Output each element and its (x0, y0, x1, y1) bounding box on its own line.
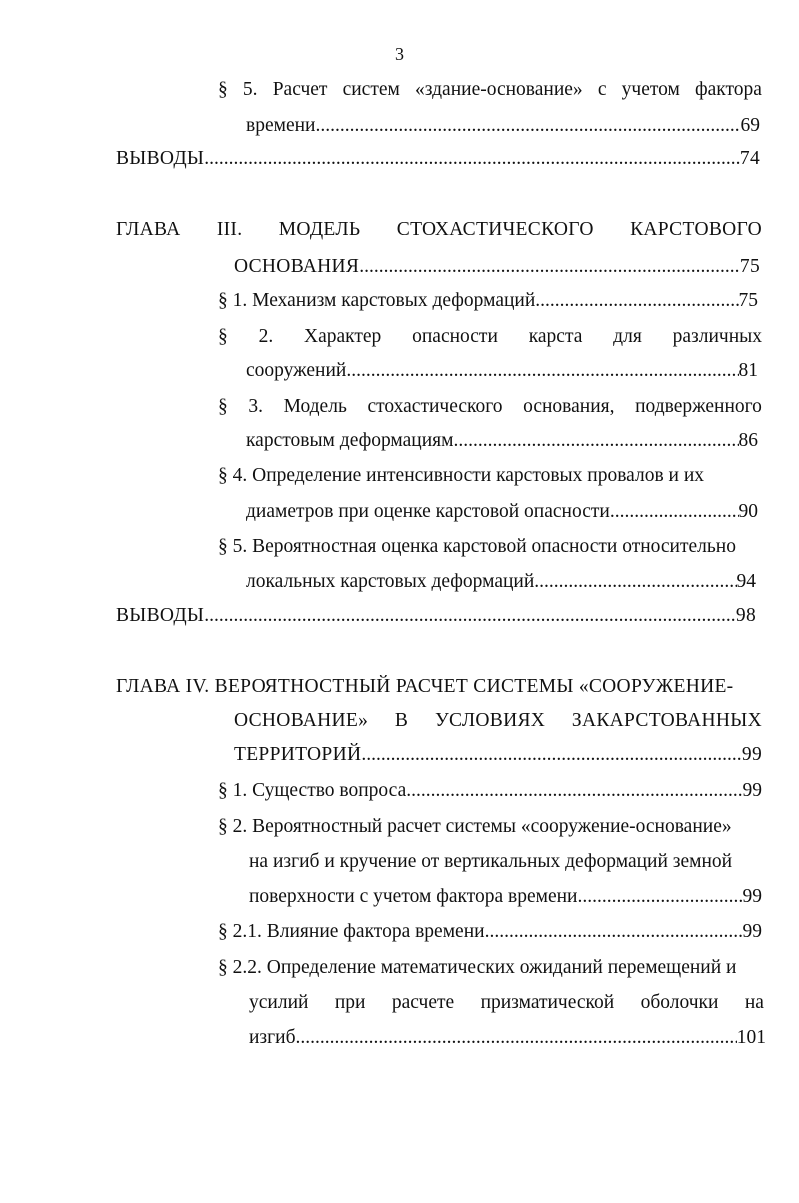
toc-entry-line: диаметров при оценке карстовой опасности ..... 90 (246, 500, 758, 524)
page-ref: 69 (740, 115, 760, 136)
page-ref: 101 (736, 1027, 766, 1048)
toc-entry-line: ОСНОВАНИЕ» В УСЛОВИЯХ ЗАКАРСТОВАННЫХ (234, 710, 762, 731)
toc-entry: § 1. Механизм карстовых деформаций ..... 75 (218, 289, 758, 313)
toc-entry-line: времени ..... 69 (246, 114, 760, 138)
toc-chapter-heading: ГЛАВА III. МОДЕЛЬ СТОХАСТИЧЕСКОГО КАРСТОВОГО (116, 219, 762, 240)
page-ref: 75 (739, 256, 760, 277)
toc-entry-line: поверхности с учетом фактора времени ..... 99 (249, 885, 762, 909)
page-ref: 99 (741, 744, 762, 765)
toc-entry-line: карстовым деформациям ..... 86 (246, 429, 758, 453)
toc-entry-line: § 2. Характер опасности карста для различных (218, 326, 762, 347)
page-number: 3 (395, 44, 404, 64)
page-ref: 74 (739, 148, 760, 169)
toc-chapter-heading: ГЛАВА IV. ВЕРОЯТНОСТНЫЙ РАСЧЕТ СИСТЕМЫ «СООРУЖЕНИЕ- (116, 676, 734, 697)
toc-entry: § 2.1. Влияние фактора времени ..... 99 (218, 920, 762, 944)
page-ref: 94 (736, 571, 756, 592)
toc-entry-line: § 3. Модель стохастического основания, подверженного (218, 396, 762, 417)
page-ref: 75 (738, 290, 758, 311)
toc-entry-line: усилий при расчете призматической оболочки на (249, 992, 764, 1013)
page-ref: 86 (738, 430, 758, 451)
toc-entry-line: сооружений ..... 81 (246, 359, 758, 383)
toc-entry-line: ОСНОВАНИЯ ..... 75 (234, 255, 760, 279)
toc-entry: § 1. Существо вопроса ..... 99 (218, 779, 762, 803)
toc-entry-line: локальных карстовых деформаций ..... 94 (246, 570, 756, 594)
toc-entry-line: § 5. Вероятностная оценка карстовой опасности относительно (218, 536, 736, 557)
toc-entry-line: § 5. Расчет систем «здание-основание» с учетом фактора (218, 79, 762, 100)
page-ref: 99 (742, 886, 762, 907)
toc-entry-conclusions: ВЫВОДЫ ..... 98 (116, 604, 756, 628)
toc-entry-line: § 2.2. Определение математических ожиданий перемещений и (218, 957, 737, 978)
page-ref: 90 (738, 501, 758, 522)
toc-entry-conclusions: ВЫВОДЫ ..... 74 (116, 147, 760, 171)
page-ref: 81 (738, 360, 758, 381)
page-ref: 99 (742, 780, 762, 801)
page-ref: 99 (742, 921, 762, 942)
toc-entry-line: изгиб ..... 101 (249, 1026, 766, 1050)
toc-entry-line: ТЕРРИТОРИЙ ..... 99 (234, 743, 762, 767)
toc-entry-line: § 2. Вероятностный расчет системы «сооружение-основание» (218, 816, 732, 837)
toc-entry-line: § 4. Определение интенсивности карстовых провалов и их (218, 465, 705, 486)
page-ref: 98 (735, 605, 756, 626)
toc-entry-line: на изгиб и кручение от вертикальных деформаций земной (249, 851, 733, 872)
